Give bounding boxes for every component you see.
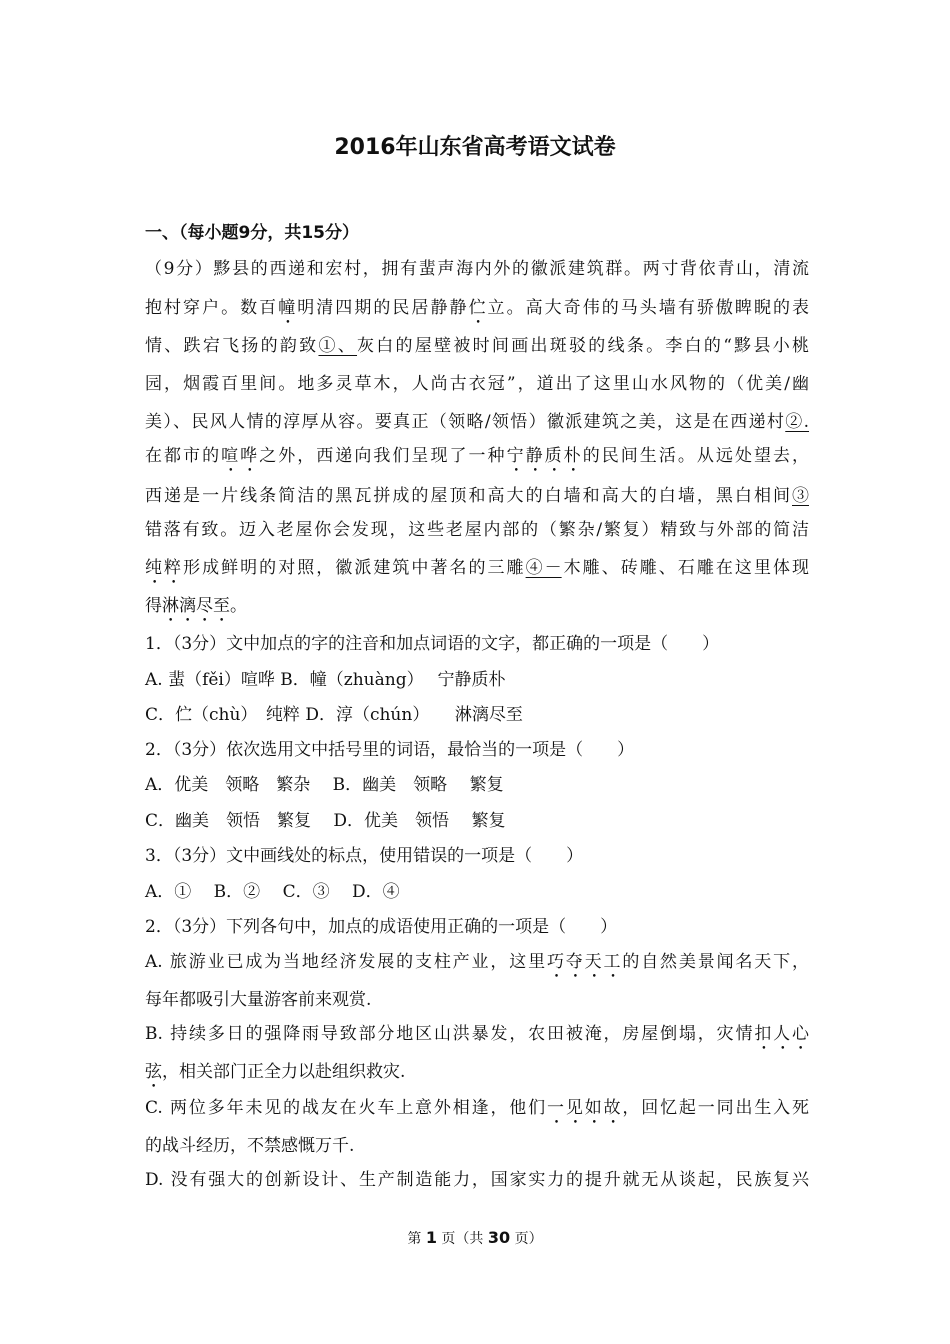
option-text: A. 旅游业已成为当地经济发展的支柱产业，这里	[145, 952, 547, 972]
passage-line-8: 错落有致。迈入老屋你会发现，这些老屋内部的（繁杂/繁复）精致与外部的简洁	[145, 520, 809, 540]
passage-text: 。	[230, 596, 247, 616]
dotted-word: 宁静质朴	[506, 446, 583, 466]
dotted-idiom: 一见如故	[547, 1098, 623, 1118]
option-text: B. 持续多日的强降雨导致部分地区山洪暴发，农田被淹，房屋倒塌，灾情	[145, 1024, 755, 1044]
question-1-options-row-2: C．伫（chù） 纯粹 D．淳（chún） 淋漓尽至	[145, 705, 523, 725]
question-3-stem: 3．（3分）文中画线处的标点，使用错误的一项是（ ）	[145, 846, 584, 866]
dotted-char: 伫	[468, 298, 488, 318]
dotted-word: 喧哗	[221, 446, 260, 466]
passage-text: 在都市的	[145, 446, 222, 466]
dotted-idiom: 弦	[145, 1062, 162, 1082]
question-4-option-a-line-2: 每年都吸引大量游客前来观赏.	[145, 990, 372, 1010]
passage-line-7	[145, 484, 809, 508]
dotted-char: 幢	[278, 298, 298, 318]
dotted-idiom: 巧夺天工	[546, 952, 623, 972]
page-number: 1	[425, 1228, 437, 1247]
passage-line-9	[145, 556, 809, 588]
underlined-mark-3: ③	[792, 486, 809, 506]
option-text: ，回忆起一同出生入死	[622, 1098, 810, 1118]
footer-text: 页）	[510, 1231, 543, 1247]
question-4-stem: 2．（3分）下列各句中，加点的成语使用正确的一项是（ ）	[145, 917, 618, 937]
dotted-idiom: 扣人心	[754, 1024, 809, 1044]
question-3-options: A．① B．② C．③ D．④	[145, 882, 400, 902]
passage-line-6	[145, 444, 809, 476]
option-text: ，相关部门正全力以赴组织救灾.	[162, 1062, 406, 1082]
footer-text: 页（共	[436, 1231, 488, 1247]
question-2-options-row-1: A．优美 领略 繁杂 B．幽美 领略 繁复	[145, 775, 504, 795]
dotted-word: 淋漓尽至	[162, 596, 230, 616]
passage-text: 木雕、砖雕、石雕在这里体现	[561, 558, 810, 578]
passage-line-4: 园，烟霞百里间。地多灵草木，人尚古衣冠”，道出了这里山水风物的（优美/幽	[145, 374, 809, 394]
passage-text: 西递是一片线条简洁的黑瓦拼成的屋顶和高大的白墙和高大的白墙，黑白相间	[145, 486, 792, 506]
dotted-word: 纯粹	[145, 558, 184, 578]
passage-text: 立。高大奇伟的马头墙有骄傲睥睨的表	[487, 298, 810, 318]
passage-line-3	[145, 334, 809, 358]
question-4-option-a-line-1	[145, 950, 809, 982]
question-4-option-b-line-2	[145, 1060, 405, 1092]
page-title: 2016年山东省高考语文试卷	[334, 135, 616, 160]
passage-text: 明清四期的民居静静	[297, 298, 469, 318]
question-4-option-d-line-1: D. 没有强大的创新设计、生产制造能力，国家实力的提升就无从谈起，民族复兴	[145, 1170, 809, 1190]
passage-text: 形成鲜明的对照，徽派建筑中著名的三雕	[183, 558, 526, 578]
question-2-stem: 2．（3分）依次选用文中括号里的词语，最恰当的一项是（ ）	[145, 740, 635, 760]
passage-text: 灰白的屋壁被时间画出斑驳的线条。李白的“黟县小桃	[357, 336, 809, 356]
question-1-options-row-1: A. 蜚（fěi）喧哗 B．幢（zhuàng） 宁静质朴	[145, 670, 506, 690]
passage-text: 美）、民风人情的淳厚从容。要真正（领略/领悟）徽派建筑之美，这是在西递村	[145, 412, 786, 432]
page-footer	[0, 1228, 950, 1249]
passage-text: 情、跌宕飞扬的韵致	[145, 336, 319, 356]
passage-text: 得	[145, 596, 162, 616]
passage-line-5	[145, 410, 809, 434]
question-4-option-b-line-1	[145, 1022, 809, 1054]
section-heading: 一、（每小题9分，共15分）	[145, 223, 359, 243]
option-text: C. 两位多年未见的战友在火车上意外相逢，他们	[145, 1098, 547, 1118]
underlined-mark-1: ①、	[318, 336, 358, 356]
passage-text: 抱村穿户。数百	[145, 298, 279, 318]
page-total: 30	[487, 1228, 511, 1247]
question-2-options-row-2: C．幽美 领悟 繁复 D．优美 领悟 繁复	[145, 811, 506, 831]
question-1-stem: 1．（3分）文中加点的字的注音和加点词语的文字，都正确的一项是（ ）	[145, 634, 720, 654]
passage-line-1: （9分）黟县的西递和宏村，拥有蜚声海内外的徽派建筑群。两寸背依青山，清流	[145, 259, 809, 279]
option-text: 的自然美景闻名天下，	[622, 952, 809, 972]
passage-line-10	[145, 594, 247, 626]
question-4-option-c-line-2: 的战斗经历，不禁感慨万千.	[145, 1136, 355, 1156]
passage-text: 之外，西递向我们呈现了一种	[259, 446, 507, 466]
passage-line-2	[145, 296, 809, 328]
question-4-option-c-line-1	[145, 1096, 809, 1128]
underlined-mark-4: ④－	[525, 558, 562, 578]
footer-text: 第	[407, 1231, 426, 1247]
underlined-mark-2: ②.	[785, 412, 810, 432]
passage-text: 的民间生活。从远处望去，	[582, 446, 810, 466]
